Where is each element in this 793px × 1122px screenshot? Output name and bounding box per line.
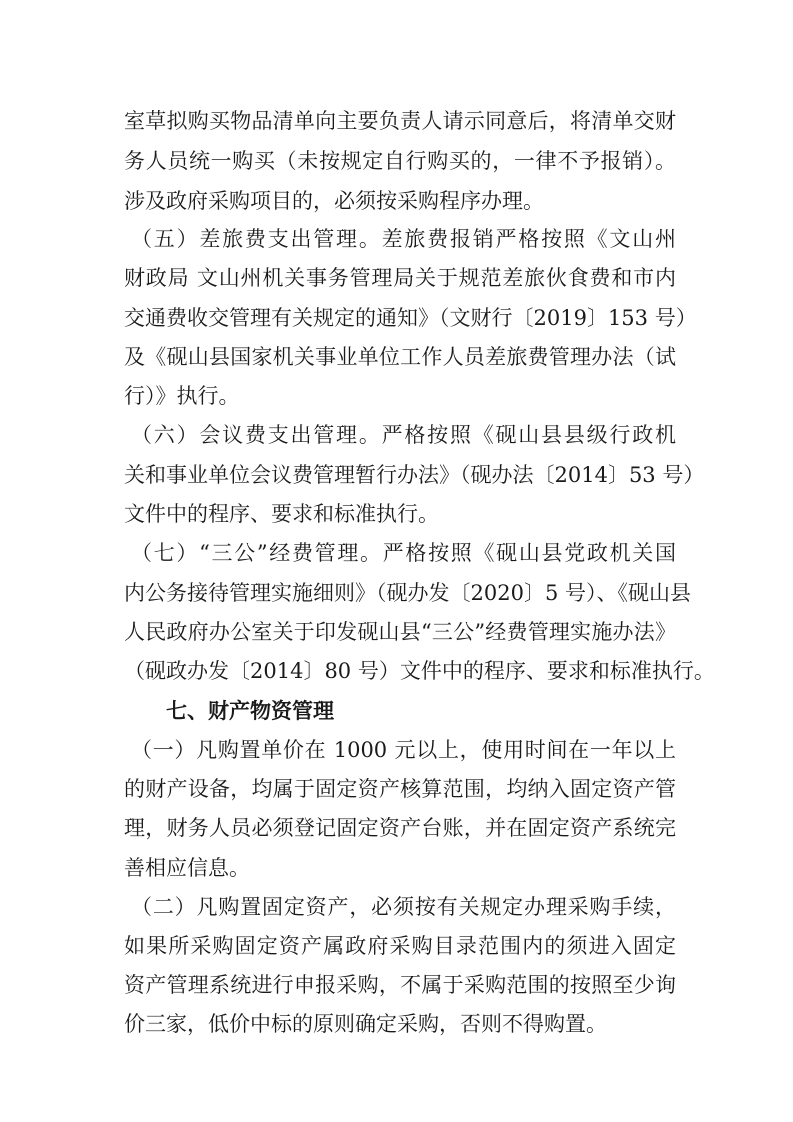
text-line: （六）会议费支出管理。严格按照《砚山县县级行政机 [131, 423, 676, 447]
text-line: 如果所采购固定资产属政府采购目录范围内的须进入固定 [124, 934, 676, 958]
text-line: 文件中的程序、要求和标准执行。 [124, 502, 439, 526]
text-line: 涉及政府采购项目的，必须按采购程序办理。 [124, 189, 544, 213]
text-line: 人民政府办公室关于印发砚山县“三公”经费管理实施办法》 [124, 620, 676, 644]
text-line: 行）》执行。 [124, 384, 240, 408]
text-line: 善相应信息。 [124, 856, 250, 880]
text-line: （二）凡购置固定资产，必须按有关规定办理采购手续， [131, 895, 676, 919]
text-line: 关和事业单位会议费管理暂行办法》（砚办法〔2014〕53 号） [124, 463, 705, 487]
text-line: 务人员统一购买（未按规定自行购买的，一律不予报销）。 [124, 149, 676, 173]
text-line: 理，财务人员必须登记固定资产台账，并在固定资产系统完 [124, 816, 676, 840]
text-line: （五）差旅费支出管理。差旅费报销严格按照《文山州 [131, 227, 676, 251]
text-line: 及《砚山县国家机关事业单位工作人员差旅费管理办法（试 [124, 345, 676, 369]
section-heading: 七、财产物资管理 [166, 699, 334, 723]
text-line: （七）“三公”经费管理。严格按照《砚山县党政机关国 [131, 541, 676, 565]
text-line: 财政局 文山州机关事务管理局关于规范差旅伙食费和市内 [124, 266, 676, 290]
text-line: 内公务接待管理实施细则》（砚办发〔2020〕5 号）、《砚山县 [124, 581, 691, 605]
text-line: 资产管理系统进行申报采购，不属于采购范围的按照至少询 [124, 973, 676, 997]
text-line: 交通费收交管理有关规定的通知》（文财行〔2019〕153 号） [124, 306, 697, 330]
text-line: 室草拟购买物品清单向主要负责人请示同意后，将清单交财 [124, 109, 676, 133]
text-line: （一）凡购置单价在 1000 元以上，使用时间在一年以上 [131, 738, 676, 762]
text-line: 的财产设备，均属于固定资产核算范围，均纳入固定资产管 [124, 777, 676, 801]
text-line: 价三家，低价中标的原则确定采购，否则不得购置。 [124, 1012, 607, 1036]
text-line: （砚政办发〔2014〕80 号）文件中的程序、要求和标准执行。 [124, 659, 715, 683]
